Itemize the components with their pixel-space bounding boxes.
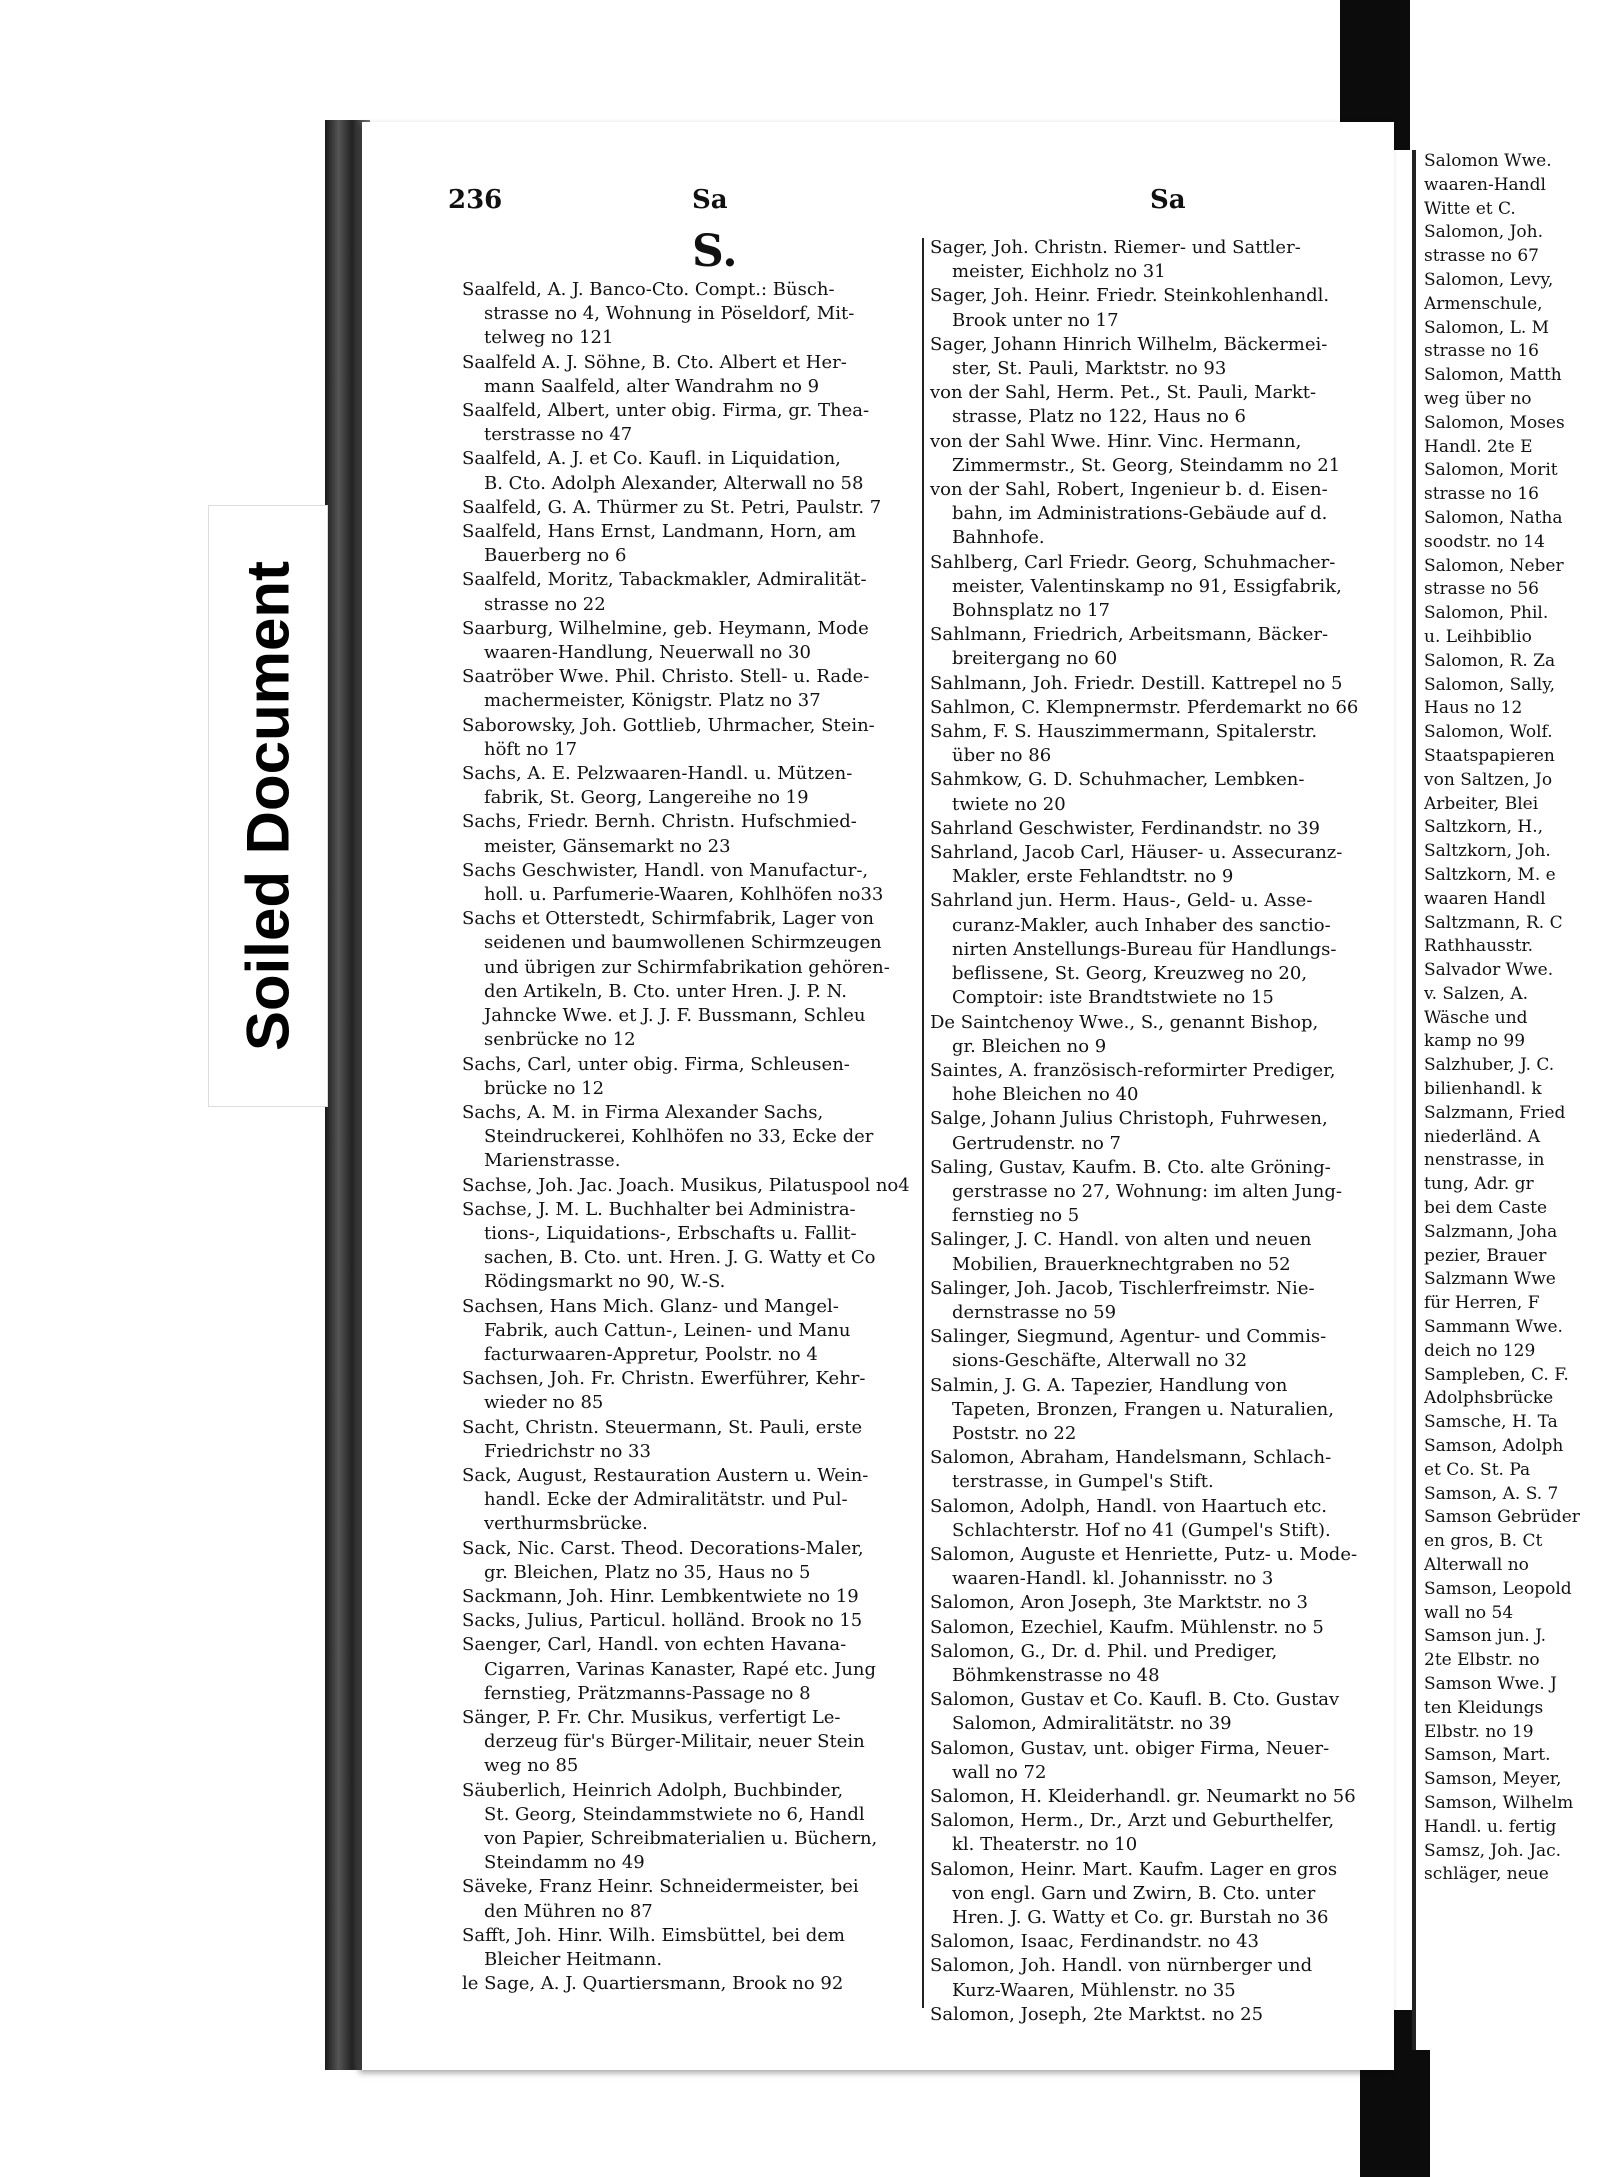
entry-line: bahn, im Administrations-Gebäude auf d. bbox=[952, 503, 1328, 525]
entry-line: Sacks, Julius, Particul. holländ. Brook no 15 bbox=[462, 1610, 863, 1632]
fragment-line: strasse no 56 bbox=[1424, 579, 1539, 600]
fragment-line: Samson, A. S. 7 bbox=[1424, 1483, 1559, 1504]
entry-line: wieder no 85 bbox=[484, 1392, 604, 1414]
entry-line: De Saintchenoy Wwe., S., genannt Bishop, bbox=[930, 1011, 1319, 1033]
entry-line: Salomon, Abraham, Handelsmann, Schlach- bbox=[930, 1447, 1332, 1469]
fragment-line: Staatspapieren bbox=[1424, 745, 1555, 766]
entry-line: telweg no 121 bbox=[484, 327, 614, 349]
running-head-right: Sa bbox=[1150, 185, 1186, 215]
directory-entry bbox=[462, 859, 920, 907]
directory-entry bbox=[930, 1785, 1378, 1809]
directory-entry bbox=[930, 1107, 1378, 1155]
entry-line: beflissene, St. Georg, Kreuzweg no 20, bbox=[952, 963, 1308, 985]
fragment-line: Handl. 2te E bbox=[1424, 436, 1533, 457]
directory-entry bbox=[462, 351, 920, 399]
fragment-line: ten Kleidungs bbox=[1424, 1697, 1544, 1718]
entry-line: Sachs, A. E. Pelzwaaren-Handl. u. Mützen- bbox=[462, 763, 853, 785]
entry-line: twiete no 20 bbox=[952, 793, 1066, 815]
entry-line: meister, Gänsemarkt no 23 bbox=[484, 835, 731, 857]
directory-entry bbox=[462, 1198, 920, 1295]
fragment-line: strasse no 16 bbox=[1424, 484, 1539, 505]
fragment-line: Haus no 12 bbox=[1424, 698, 1523, 719]
directory-entry bbox=[930, 1688, 1378, 1736]
entry-line: fabrik, St. Georg, Langereihe no 19 bbox=[484, 787, 809, 809]
fragment-line: Witte et C. bbox=[1424, 198, 1516, 219]
entry-line: curanz-Makler, auch Inhaber des sanctio- bbox=[952, 914, 1331, 936]
directory-entry bbox=[462, 1779, 920, 1876]
directory-entry bbox=[930, 1954, 1378, 2002]
directory-entry bbox=[930, 841, 1378, 889]
entry-line: verthurmsbrücke. bbox=[484, 1513, 648, 1535]
fragment-line: Rathhausstr. bbox=[1424, 936, 1534, 957]
directory-entry bbox=[930, 284, 1378, 332]
fragment-line: wall no 54 bbox=[1424, 1602, 1514, 1623]
entry-line: Saintes, A. französisch-reformirter Prediger, bbox=[930, 1059, 1336, 1081]
entry-line: Brook unter no 17 bbox=[952, 309, 1119, 331]
entry-line: St. Georg, Steindammstwiete no 6, Handl bbox=[484, 1803, 865, 1825]
directory-entry bbox=[930, 672, 1378, 696]
fragment-line: Salomon, Sally, bbox=[1424, 674, 1555, 695]
fragment-line: Saltzmann, R. C bbox=[1424, 912, 1563, 933]
entry-line: Böhmkenstrasse no 48 bbox=[952, 1664, 1160, 1686]
fragment-line: Samson Wwe. J bbox=[1424, 1674, 1557, 1694]
entry-line: Salomon, Admiralitätstr. no 39 bbox=[952, 1713, 1232, 1735]
entry-line: Tapeten, Bronzen, Frangen u. Naturalien, bbox=[952, 1398, 1334, 1420]
entry-line: Sahmkow, G. D. Schuhmacher, Lembken- bbox=[930, 769, 1305, 791]
entry-line: kl. Theaterstr. no 10 bbox=[952, 1834, 1138, 1856]
fragment-line: Salomon, Morit bbox=[1424, 460, 1558, 481]
fragment-line: pezier, Brauer bbox=[1424, 1245, 1547, 1266]
directory-entry bbox=[930, 1446, 1378, 1494]
entry-line: Salomon, Auguste et Henriette, Putz- u. Mode- bbox=[930, 1543, 1358, 1565]
fragment-line: Elbstr. no 19 bbox=[1424, 1721, 1534, 1742]
fragment-line: Saltzkorn, Joh. bbox=[1424, 841, 1551, 862]
directory-entry bbox=[462, 1609, 920, 1633]
entry-line: Steindruckerei, Kohlhöfen no 33, Ecke der bbox=[484, 1126, 874, 1148]
fragment-line: Sammann Wwe. bbox=[1424, 1317, 1563, 1338]
entry-line: dernstrasse no 59 bbox=[952, 1301, 1117, 1323]
entry-line: ster, St. Pauli, Marktstr. no 93 bbox=[952, 358, 1227, 380]
entry-line: Saalfeld, G. A. Thürmer zu St. Petri, Paulstr. 7 bbox=[462, 496, 882, 518]
directory-entry bbox=[930, 381, 1378, 429]
running-head-left: Sa bbox=[692, 185, 728, 215]
directory-entry bbox=[930, 1374, 1378, 1447]
entry-line: Bleicher Heitmann. bbox=[484, 1949, 663, 1971]
entry-line: Bauerberg no 6 bbox=[484, 545, 627, 567]
entry-line: sions-Geschäfte, Alterwall no 32 bbox=[952, 1350, 1248, 1372]
fragment-line: Salomon, Neber bbox=[1424, 555, 1564, 576]
fragment-line: tung, Adr. gr bbox=[1424, 1174, 1534, 1195]
entry-line: terstrasse, in Gumpel's Stift. bbox=[952, 1471, 1214, 1493]
directory-entry bbox=[462, 399, 920, 447]
directory-entry bbox=[462, 907, 920, 1052]
entry-line: weg no 85 bbox=[484, 1755, 579, 1777]
entry-line: Salmin, J. G. A. Tapezier, Handlung von bbox=[930, 1374, 1288, 1396]
fragment-line: Salomon, Phil. bbox=[1424, 603, 1549, 624]
fragment-line: Salomon, Joh. bbox=[1424, 222, 1543, 243]
entry-line: Sager, Joh. Christn. Riemer- und Sattler- bbox=[930, 237, 1301, 258]
entry-line: von Papier, Schreibmaterialien u. Büchern, bbox=[484, 1828, 878, 1849]
entry-line: Sager, Joh. Heinr. Friedr. Steinkohlenhandl. bbox=[930, 285, 1330, 307]
directory-entry bbox=[930, 1156, 1378, 1229]
fragment-line: Samson jun. J. bbox=[1424, 1626, 1547, 1647]
entry-line: von engl. Garn und Zwirn, B. Cto. unter bbox=[952, 1882, 1316, 1904]
entry-line: sachen, B. Cto. unt. Hren. J. G. Watty et Co bbox=[484, 1247, 876, 1269]
fragment-line: deich no 129 bbox=[1424, 1340, 1536, 1361]
entry-line: Salomon, Adolph, Handl. von Haartuch etc. bbox=[930, 1495, 1328, 1517]
directory-entry bbox=[930, 1616, 1378, 1640]
entry-line: Saling, Gustav, Kaufm. B. Cto. alte Gröning- bbox=[930, 1156, 1331, 1178]
entry-line: Steindamm no 49 bbox=[484, 1852, 645, 1874]
directory-entry bbox=[462, 520, 920, 568]
entry-line: Sahrland, Jacob Carl, Häuser- u. Assecuranz- bbox=[930, 842, 1343, 864]
entry-line: Sachsen, Joh. Fr. Christn. Ewerführer, Kehr- bbox=[462, 1368, 866, 1390]
entry-line: Sachse, J. M. L. Buchhalter bei Administra- bbox=[462, 1198, 856, 1220]
fragment-line: Salomon, Wolf. bbox=[1424, 722, 1553, 743]
entry-line: höft no 17 bbox=[484, 738, 578, 760]
directory-entry bbox=[462, 617, 920, 665]
entry-line: Sachs Geschwister, Handl. von Manufactur-, bbox=[462, 859, 869, 881]
entry-line: Sahlmon, C. Klempnermstr. Pferdemarkt no 66 bbox=[930, 696, 1359, 718]
adjacent-page-fragment bbox=[1412, 150, 1600, 2050]
entry-line: Salomon, Gustav et Co. Kaufl. B. Cto. Gustav bbox=[930, 1689, 1340, 1711]
directory-entry bbox=[462, 762, 920, 810]
directory-entry bbox=[462, 1367, 920, 1415]
entry-line: holl. u. Parfumerie-Waaren, Kohlhöfen no33 bbox=[484, 884, 884, 906]
fragment-line: von Saltzen, Jo bbox=[1424, 769, 1553, 790]
fragment-line: v. Salzen, A. bbox=[1424, 983, 1529, 1004]
entry-line: strasse, Platz no 122, Haus no 6 bbox=[952, 406, 1246, 428]
entry-line: Salomon, Joh. Handl. von nürnberger und bbox=[930, 1955, 1313, 1977]
directory-entry bbox=[462, 1972, 920, 1996]
fragment-line: Salomon Wwe. bbox=[1424, 151, 1552, 171]
fragment-line: 2te Elbstr. no bbox=[1424, 1650, 1540, 1671]
entry-line: Sachsen, Hans Mich. Glanz- und Mangel- bbox=[462, 1295, 839, 1317]
fragment-line: Salomon, Levy, bbox=[1424, 269, 1554, 290]
entry-line: Sacht, Christn. Steuermann, St. Pauli, erste bbox=[462, 1416, 863, 1438]
entry-line: Sack, Nic. Carst. Theod. Decorations-Maler, bbox=[462, 1537, 864, 1559]
directory-entry bbox=[462, 1295, 920, 1368]
entry-line: Saarburg, Wilhelmine, geb. Heymann, Mode bbox=[462, 617, 869, 639]
entry-line: hohe Bleichen no 40 bbox=[952, 1084, 1139, 1106]
directory-entry bbox=[462, 568, 920, 616]
fragment-line: Samson, Meyer, bbox=[1424, 1769, 1562, 1790]
entry-line: le Sage, A. J. Quartiersmann, Brook no 92 bbox=[462, 1973, 844, 1995]
entry-line: Saalfeld A. J. Söhne, B. Cto. Albert et Her- bbox=[462, 351, 847, 373]
entry-line: Kurz-Waaren, Mühlenstr. no 35 bbox=[952, 1979, 1236, 2001]
fragment-line: u. Leihbiblio bbox=[1424, 626, 1532, 647]
entry-line: mann Saalfeld, alter Wandrahm no 9 bbox=[484, 375, 820, 397]
entry-line: Saalfeld, A. J. et Co. Kaufl. in Liquidation, bbox=[462, 448, 841, 470]
directory-entry bbox=[462, 1416, 920, 1464]
entry-line: tions-, Liquidations-, Erbschafts u. Fallit- bbox=[484, 1222, 857, 1244]
entry-line: Saatröber Wwe. Phil. Christo. Stell- u. Rade- bbox=[462, 666, 870, 688]
entry-line: gerstrasse no 27, Wohnung: im alten Jung- bbox=[952, 1180, 1342, 1202]
fragment-line: Salzmann, Fried bbox=[1424, 1102, 1566, 1123]
stamp-label: Soiled Document bbox=[234, 560, 302, 1052]
directory-entry bbox=[462, 1585, 920, 1609]
fragment-line: nenstrasse, in bbox=[1424, 1150, 1545, 1171]
entry-line: Zimmermstr., St. Georg, Steindamm no 21 bbox=[952, 454, 1341, 476]
fragment-line: Sampleben, C. F. bbox=[1424, 1364, 1569, 1385]
entry-line: Sahlmann, Joh. Friedr. Destill. Kattrepel no 5 bbox=[930, 672, 1343, 694]
fragment-line: Saltzkorn, H., bbox=[1424, 817, 1544, 838]
directory-entry bbox=[930, 478, 1378, 551]
entry-line: Salomon, Aron Joseph, 3te Marktstr. no 3 bbox=[930, 1592, 1308, 1614]
entry-line: Sachs, Friedr. Bernh. Christn. Hufschmied- bbox=[462, 811, 857, 833]
fragment-line: Wäsche und bbox=[1424, 1007, 1528, 1028]
entry-line: B. Cto. Adolph Alexander, Alterwall no 58 bbox=[484, 472, 864, 494]
entry-line: Sahlberg, Carl Friedr. Georg, Schuhmacher- bbox=[930, 551, 1336, 573]
entry-line: Sachs, Carl, unter obig. Firma, Schleusen- bbox=[462, 1053, 850, 1075]
directory-entry bbox=[462, 1633, 920, 1706]
entry-line: Salomon, Joseph, 2te Marktst. no 25 bbox=[930, 2003, 1264, 2025]
soiled-document-stamp bbox=[208, 505, 328, 1107]
entry-line: Sack, August, Restauration Austern u. Wein- bbox=[462, 1464, 869, 1486]
directory-entry bbox=[930, 889, 1378, 1010]
directory-entry bbox=[930, 236, 1378, 284]
directory-entry bbox=[462, 278, 920, 351]
entry-line: Rödingsmarkt no 90, W.-S. bbox=[484, 1271, 726, 1293]
directory-entry bbox=[462, 1875, 920, 1923]
directory-entry bbox=[930, 551, 1378, 624]
entry-line: Poststr. no 22 bbox=[952, 1422, 1077, 1444]
directory-entry bbox=[930, 1858, 1378, 1931]
fragment-line: waaren Handl bbox=[1424, 888, 1546, 909]
entry-line: und übrigen zur Schirmfabrikation gehören- bbox=[484, 956, 890, 978]
fragment-line: für Herren, F bbox=[1424, 1293, 1540, 1314]
entry-line: Hren. J. G. Watty et Co. gr. Burstah no 36 bbox=[952, 1907, 1329, 1929]
directory-entry bbox=[462, 496, 920, 520]
entry-line: Salinger, J. C. Handl. von alten und neuen bbox=[930, 1229, 1312, 1251]
fragment-line: bilienhandl. k bbox=[1424, 1079, 1542, 1100]
directory-entry bbox=[462, 1101, 920, 1174]
entry-line: Sahrland jun. Herm. Haus-, Geld- u. Asse- bbox=[930, 890, 1313, 912]
entry-line: Bohnsplatz no 17 bbox=[952, 600, 1110, 622]
entry-line: Salomon, Ezechiel, Kaufm. Mühlenstr. no 5 bbox=[930, 1616, 1324, 1638]
directory-entry bbox=[930, 333, 1378, 381]
entry-line: facturwaaren-Appretur, Poolstr. no 4 bbox=[484, 1343, 818, 1365]
fragment-line: Adolphsbrücke bbox=[1424, 1388, 1554, 1409]
directory-entry bbox=[462, 1174, 920, 1198]
directory-entry bbox=[930, 1228, 1378, 1276]
entry-line: senbrücke no 12 bbox=[484, 1029, 636, 1051]
entry-line: breitergang no 60 bbox=[952, 648, 1118, 670]
fragment-line: Arbeiter, Blei bbox=[1424, 793, 1539, 814]
directory-entry bbox=[930, 768, 1378, 816]
fragment-line: Salzmann Wwe bbox=[1424, 1269, 1556, 1290]
entry-line: meister, Eichholz no 31 bbox=[952, 261, 1166, 283]
fragment-line: bei dem Caste bbox=[1424, 1198, 1548, 1219]
fragment-line: Alterwall no bbox=[1424, 1555, 1529, 1576]
entry-line: Säveke, Franz Heinr. Schneidermeister, bei bbox=[462, 1876, 859, 1898]
directory-entry bbox=[930, 696, 1378, 720]
entry-line: Comptoir: iste Brandtstwiete no 15 bbox=[952, 987, 1274, 1009]
entry-line: Saalfeld, A. J. Banco-Cto. Compt.: Büsch- bbox=[462, 279, 835, 300]
directory-entry bbox=[462, 447, 920, 495]
entry-line: fernstieg no 5 bbox=[952, 1205, 1080, 1227]
entry-line: Salomon, H. Kleiderhandl. gr. Neumarkt no 56 bbox=[930, 1786, 1356, 1807]
fragment-line: niederländ. A bbox=[1424, 1126, 1541, 1147]
entry-line: Safft, Joh. Hinr. Wilh. Eimsbüttel, bei dem bbox=[462, 1924, 846, 1946]
fragment-line: strasse no 67 bbox=[1424, 246, 1539, 267]
directory-entry bbox=[930, 1325, 1378, 1373]
directory-entry bbox=[930, 1591, 1378, 1615]
entry-line: Fabrik, auch Cattun-, Leinen- und Manu bbox=[484, 1319, 851, 1341]
entry-line: seidenen und baumwollenen Schirmzeugen bbox=[484, 932, 882, 954]
entry-line: Saalfeld, Hans Ernst, Landmann, Horn, am bbox=[462, 521, 857, 543]
entry-line: gr. Bleichen, Platz no 35, Haus no 5 bbox=[484, 1561, 811, 1583]
entry-line: Sahrland Geschwister, Ferdinandstr. no 39 bbox=[930, 817, 1320, 839]
entry-line: Salomon, Isaac, Ferdinandstr. no 43 bbox=[930, 1931, 1260, 1953]
fragment-line: Samsche, H. Ta bbox=[1424, 1412, 1558, 1433]
entry-line: Salinger, Siegmund, Agentur- und Commis- bbox=[930, 1326, 1327, 1348]
entry-line: Bahnhofe. bbox=[952, 527, 1045, 549]
entry-line: fernstieg, Prätzmanns-Passage no 8 bbox=[484, 1682, 811, 1704]
fragment-line: Samson, Leopold bbox=[1424, 1578, 1572, 1599]
fragment-line: Salzmann, Joha bbox=[1424, 1221, 1558, 1242]
fragment-line: weg über no bbox=[1424, 388, 1532, 409]
entry-line: von der Sahl Wwe. Hinr. Vinc. Hermann, bbox=[930, 430, 1302, 452]
entry-line: handl. Ecke der Admiralitätstr. und Pul- bbox=[484, 1489, 848, 1511]
entry-line: über no 86 bbox=[952, 745, 1052, 767]
fragment-line: Salomon, Matth bbox=[1424, 365, 1562, 386]
directory-entry bbox=[930, 720, 1378, 768]
fragment-line: Saltzkorn, M. e bbox=[1424, 864, 1556, 885]
directory-entry bbox=[930, 1809, 1378, 1857]
entry-line: Salomon, Gustav, unt. obiger Firma, Neuer- bbox=[930, 1737, 1330, 1759]
directory-entry bbox=[930, 1277, 1378, 1325]
entry-line: Cigarren, Varinas Kanaster, Rapé etc. Jung bbox=[484, 1658, 877, 1680]
fragment-line: et Co. St. Pa bbox=[1424, 1459, 1531, 1480]
fragment-line: Handl. u. fertig bbox=[1424, 1816, 1557, 1837]
fragment-line: soodstr. no 14 bbox=[1424, 531, 1545, 552]
entry-line: Sahlmann, Friedrich, Arbeitsmann, Bäcker- bbox=[930, 624, 1329, 646]
directory-entry bbox=[462, 1924, 920, 1972]
entry-line: Saalfeld, Albert, unter obig. Firma, gr. Thea- bbox=[462, 400, 870, 422]
entry-line: Salomon, Heinr. Mart. Kaufm. Lager en gros bbox=[930, 1858, 1338, 1880]
entry-line: nirten Anstellungs-Bureau für Handlungs- bbox=[952, 938, 1337, 960]
entry-line: Sager, Johann Hinrich Wilhelm, Bäckermei- bbox=[930, 333, 1328, 355]
fragment-line: en gros, B. Ct bbox=[1424, 1531, 1543, 1552]
entry-line: brücke no 12 bbox=[484, 1077, 605, 1099]
entry-line: wall no 72 bbox=[952, 1761, 1047, 1783]
entry-line: Sachs et Otterstedt, Schirmfabrik, Lager von bbox=[462, 908, 874, 930]
fragment-line: strasse no 16 bbox=[1424, 341, 1539, 362]
entry-line: Salomon, Herm., Dr., Arzt und Geburthelfer, bbox=[930, 1810, 1335, 1832]
directory-entry bbox=[930, 1737, 1378, 1785]
entry-line: Gertrudenstr. no 7 bbox=[952, 1132, 1121, 1154]
column-divider bbox=[922, 238, 924, 2008]
directory-entry bbox=[930, 1930, 1378, 1954]
entry-line: waaren-Handl. kl. Johannisstr. no 3 bbox=[952, 1568, 1274, 1590]
directory-entry bbox=[462, 714, 920, 762]
directory-entry bbox=[930, 1640, 1378, 1688]
fragment-line: kamp no 99 bbox=[1424, 1031, 1526, 1052]
directory-entry bbox=[930, 623, 1378, 671]
fragment-line: Salvador Wwe. bbox=[1424, 960, 1554, 981]
directory-column-left bbox=[462, 278, 920, 1996]
directory-entry bbox=[462, 810, 920, 858]
entry-line: strasse no 4, Wohnung in Pöseldorf, Mit- bbox=[484, 303, 855, 325]
directory-entry bbox=[930, 430, 1378, 478]
entry-line: waaren-Handlung, Neuerwall no 30 bbox=[484, 642, 811, 664]
entry-line: Mobilien, Brauerknechtgraben no 52 bbox=[952, 1253, 1291, 1275]
entry-line: Sachs, A. M. in Firma Alexander Sachs, bbox=[462, 1101, 824, 1123]
directory-entry bbox=[930, 817, 1378, 841]
entry-line: Salomon, G., Dr. d. Phil. und Prediger, bbox=[930, 1640, 1278, 1662]
directory-entry bbox=[930, 2003, 1378, 2027]
entry-line: den Mühren no 87 bbox=[484, 1900, 653, 1922]
fragment-line: Armenschule, bbox=[1424, 293, 1543, 314]
directory-entry bbox=[462, 1537, 920, 1585]
entry-line: den Artikeln, B. Cto. unter Hren. J. P. N. bbox=[484, 980, 847, 1002]
entry-line: Salge, Johann Julius Christoph, Fuhrwesen, bbox=[930, 1108, 1328, 1130]
directory-entry bbox=[930, 1543, 1378, 1591]
fragment-line: Samson, Wilhelm bbox=[1424, 1792, 1574, 1813]
entry-line: Friedrichstr no 33 bbox=[484, 1440, 651, 1462]
directory-entry bbox=[930, 1495, 1378, 1543]
fragment-line: Salzhuber, J. C. bbox=[1424, 1055, 1555, 1076]
fragment-line: waaren-Handl bbox=[1424, 174, 1546, 195]
directory-entry bbox=[462, 1053, 920, 1101]
entry-line: Saenger, Carl, Handl. von echten Havana- bbox=[462, 1634, 847, 1656]
directory-entry bbox=[930, 1059, 1378, 1107]
entry-line: Jahncke Wwe. et J. J. F. Bussmann, Schleu bbox=[484, 1005, 866, 1027]
directory-entry bbox=[462, 665, 920, 713]
entry-line: terstrasse no 47 bbox=[484, 424, 633, 446]
fragment-line: Salomon, Moses bbox=[1424, 412, 1565, 433]
entry-line: Saborowsky, Joh. Gottlieb, Uhrmacher, Stein- bbox=[462, 714, 875, 736]
directory-column-right bbox=[930, 236, 1378, 2027]
directory-entry bbox=[462, 1464, 920, 1537]
entry-line: meister, Valentinskamp no 91, Essigfabrik, bbox=[952, 575, 1342, 597]
directory-entry bbox=[930, 1011, 1378, 1059]
section-letter: S. bbox=[692, 226, 738, 277]
entry-line: Säuberlich, Heinrich Adolph, Buchbinder, bbox=[462, 1779, 844, 1801]
entry-line: Sackmann, Joh. Hinr. Lembkentwiete no 19 bbox=[462, 1585, 859, 1607]
fragment-line: Samsz, Joh. Jac. bbox=[1424, 1840, 1562, 1861]
entry-line: von der Sahl, Robert, Ingenieur b. d. Eisen- bbox=[930, 479, 1328, 501]
entry-line: Sachse, Joh. Jac. Joach. Musikus, Pilatuspool no4 bbox=[462, 1174, 910, 1196]
entry-line: Saalfeld, Moritz, Tabackmakler, Admiralität- bbox=[462, 569, 867, 591]
fragment-line: Salomon, R. Za bbox=[1424, 650, 1556, 671]
fragment-line: Samson, Adolph bbox=[1424, 1436, 1564, 1457]
fragment-line: Salomon, Natha bbox=[1424, 507, 1563, 528]
fragment-line: Salomon, L. M bbox=[1424, 317, 1550, 338]
entry-line: von der Sahl, Herm. Pet., St. Pauli, Markt- bbox=[930, 382, 1317, 404]
fragment-line: schläger, neue bbox=[1424, 1864, 1549, 1885]
page-number: 236 bbox=[448, 185, 503, 215]
entry-line: derzeug für's Bürger-Militair, neuer Stein bbox=[484, 1731, 865, 1753]
entry-line: machermeister, Königstr. Platz no 37 bbox=[484, 690, 821, 712]
entry-line: Sänger, P. Fr. Chr. Musikus, verfertigt Le- bbox=[462, 1706, 841, 1728]
directory-entry bbox=[462, 1706, 920, 1779]
entry-line: Makler, erste Fehlandtstr. no 9 bbox=[952, 866, 1234, 888]
entry-line: Sahm, F. S. Hauszimmermann, Spitalerstr. bbox=[930, 721, 1318, 743]
entry-line: Schlachterstr. Hof no 41 (Gumpel's Stift). bbox=[952, 1519, 1331, 1541]
entry-line: gr. Bleichen no 9 bbox=[952, 1035, 1107, 1057]
fragment-line: Samson, Mart. bbox=[1424, 1745, 1551, 1766]
entry-line: Marienstrasse. bbox=[484, 1150, 621, 1172]
entry-line: Salinger, Joh. Jacob, Tischlerfreimstr. Nie- bbox=[930, 1277, 1315, 1299]
entry-line: strasse no 22 bbox=[484, 593, 606, 615]
fragment-line: Samson Gebrüder bbox=[1424, 1507, 1580, 1528]
